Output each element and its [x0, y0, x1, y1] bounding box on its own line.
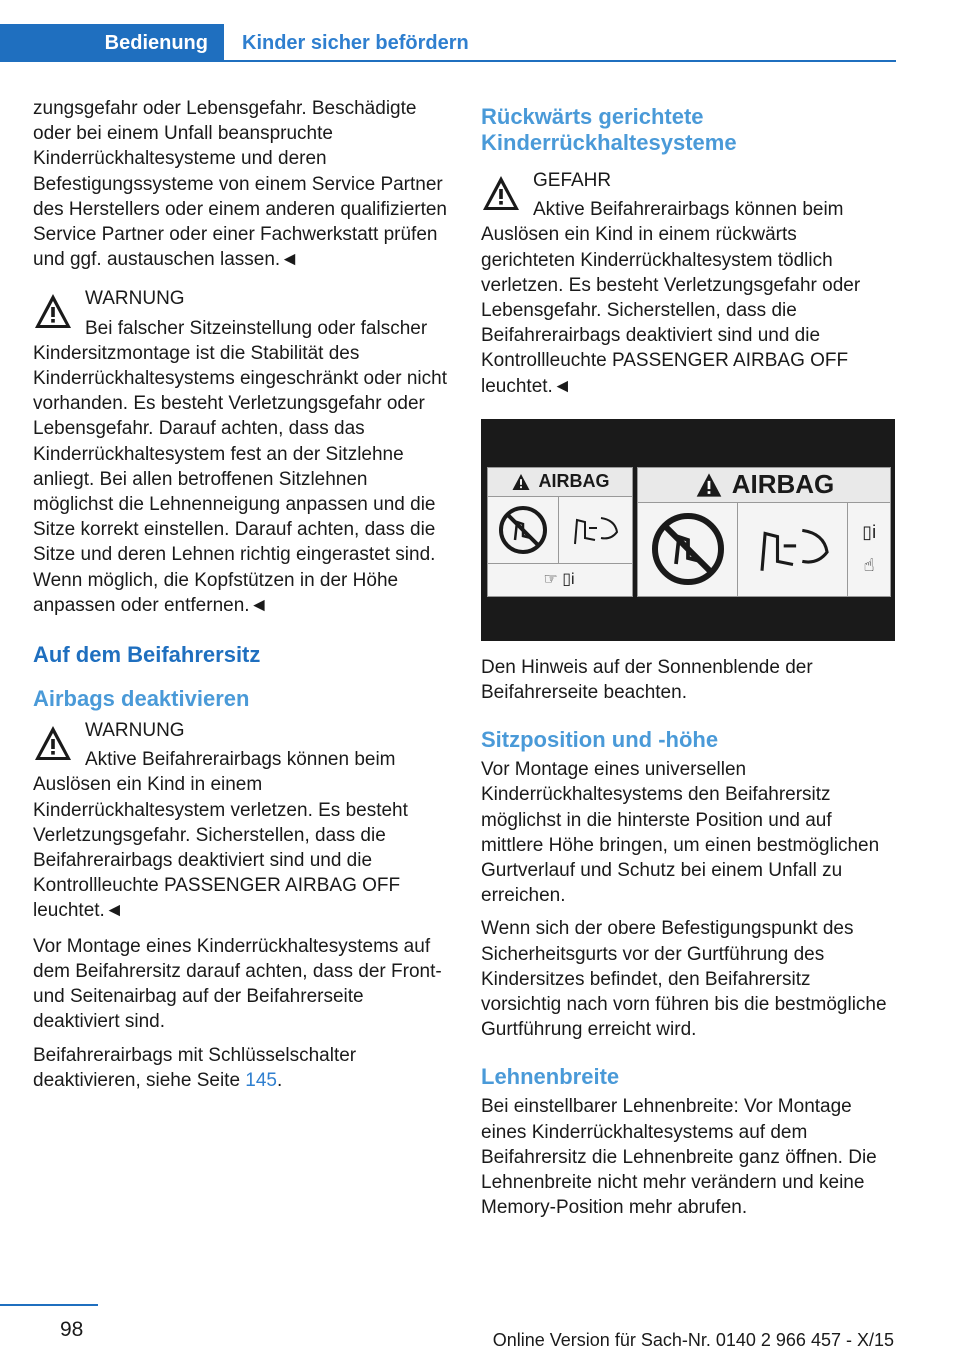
warning-triangle-icon [694, 472, 724, 498]
paragraph-end: . [277, 1069, 283, 1091]
airbag-label-bar [488, 468, 632, 497]
page-header [0, 0, 960, 62]
photo-caption: Den Hinweis auf der Sonnenblende der Beifahrerseite beachten. [481, 656, 813, 704]
paragraph: Wenn sich der obere Befestigungspunkt des Sicherheitsgurts vor der Gurtführung des Kindersitzes befindet, den Beifahrersitz vorsichtig nach vorn führen bis die bestmögliche Gurtführung erreicht wird. [481, 918, 887, 1041]
danger-text: Aktive Beifahrerairbags können beim Auslösen ein Kind in einem rückwärts gerichteten Kinderrückhaltesystem tödlich verletzen. Es besteht Verletzungsgefahr oder Lebensgefahr. Sicherstellen, dass die Beifahrerairbags deaktiviert sind und die Kontrollleuchte PASSENGER AIRBAG OFF leuchtet.◄ [481, 199, 861, 397]
airbag-text: AIRBAG [731, 469, 835, 500]
manual-reference-icon: ▯i ☝ [862, 522, 877, 576]
paragraph: Vor Montage eines universellen Kinderrückhaltesystems den Beifahrersitz möglichst in die hinterste Position und auf mittlere Höhe bringen, um einen bestmöglichen Gurtverlauf und Schutz bei einem Unfall zu erreichen. [481, 759, 880, 907]
section-heading: Auf dem Beifahrersitz [33, 642, 261, 668]
no-child-seat-icon [488, 497, 559, 563]
header-rule [224, 60, 896, 62]
right-column [481, 96, 895, 1228]
danger-block [481, 168, 895, 399]
warning-triangle-icon [481, 174, 521, 212]
label-info-row [488, 564, 632, 596]
airbag-deploy-icon [738, 503, 848, 596]
footer-rule [0, 1304, 98, 1306]
page-reference-link[interactable]: 145 [245, 1069, 277, 1091]
warning-text: Bei falscher Sitzeinstellung oder falscher Kindersitzmontage ist die Stabilität des Kinderrückhaltesystems eingeschränkt oder nicht vorhanden. Es besteht Verletzungsgefahr oder Lebensgefahr. Darauf achten, dass das Kinderrückhaltesystem fest an der Sitzlehne anliegt. Bei allen betroffenen Sitzlehnen möglichst die Lehnenneigung anpassen und die Sitze korrekt einstellen. Darauf achten, dass die Sitze und deren Lehnen richtig eingerastet sind. Wenn möglich, die Kopfstützen in der Höhe anpassen oder entfernen.◄ [33, 317, 447, 616]
label-pictogram-row [638, 503, 890, 596]
airbag-label-bar [638, 468, 890, 503]
danger-heading: GEFAHR [533, 170, 612, 191]
warning-heading: WARNUNG [85, 288, 185, 310]
warning-block-2 [33, 718, 447, 924]
airbag-label-small [487, 467, 633, 597]
warning-triangle-icon [511, 473, 531, 491]
label-pictogram-row [488, 497, 632, 564]
no-child-seat-icon [638, 503, 738, 596]
airbag-deploy-icon [559, 497, 631, 563]
warning-triangle-icon [33, 724, 73, 762]
page-number: 98 [60, 1318, 84, 1341]
warning-triangle-icon [33, 292, 73, 330]
airbag-label-large [637, 467, 891, 597]
subsection-heading: Airbags deaktivieren [33, 686, 250, 712]
airbag-label-photo [481, 419, 895, 641]
paragraph: Vor Montage eines Kinderrückhaltesystems auf dem Beifahrersitz darauf achten, dass der Front- und Seitenairbag auf der Beifahrerseite deaktiviert sind. [33, 935, 442, 1033]
chapter-title: Kinder sicher befördern [242, 31, 469, 54]
manual-reference-icon: ☞ ▯i [543, 571, 575, 589]
paragraph-text: Beifahrerairbags mit Schlüsselschalter deaktivieren, siehe Seite [33, 1044, 357, 1091]
online-version-note: Online Version für Sach-Nr. 0140 2 966 457 - X/15 [492, 1330, 894, 1350]
section-tab: Bedienung [0, 24, 224, 62]
paragraph: Bei einstellbarer Lehnenbreite: Vor Montage eines Kinderrückhaltesystems auf dem Beifahrersitz die Lehnenbreite ganz öffnen. Die Lehnenbreite nicht mehr verändern und keine Memory-Position mehr abrufen. [481, 1096, 877, 1219]
warning-text: Aktive Beifahrerairbags können beim Auslösen ein Kind in einem Kinderrückhaltesystem verletzen. Es besteht Verletzungsgefahr. Sicherstellen, dass die Beifahrerairbags deaktiviert sind und die Kontrollleuchte PASSENGER AIRBAG OFF leuchtet.◄ [33, 749, 408, 922]
paragraph-with-link [33, 1043, 447, 1093]
warning-heading: WARNUNG [85, 720, 185, 742]
airbag-text: AIRBAG [538, 471, 610, 492]
left-column [33, 96, 447, 1101]
subsection-heading: Sitzposition und -höhe [481, 727, 719, 753]
subsection-heading: Lehnenbreite [481, 1064, 620, 1090]
section-heading: Rückwärts gerichtete Kinderrückhaltesysteme [481, 104, 737, 155]
paragraph-continuation: zungsgefahr oder Lebensgefahr. Beschädigte oder bei einem Unfall beanspruchte Kinderrückhaltesysteme und deren Befestigungssysteme von einem Service Partner des Herstellers oder einem anderen qualifizierten Service Partner oder einer Fachwerkstatt prüfen und ggf. austauschen lassen.◄ [33, 98, 448, 271]
warning-block-1 [33, 286, 447, 618]
